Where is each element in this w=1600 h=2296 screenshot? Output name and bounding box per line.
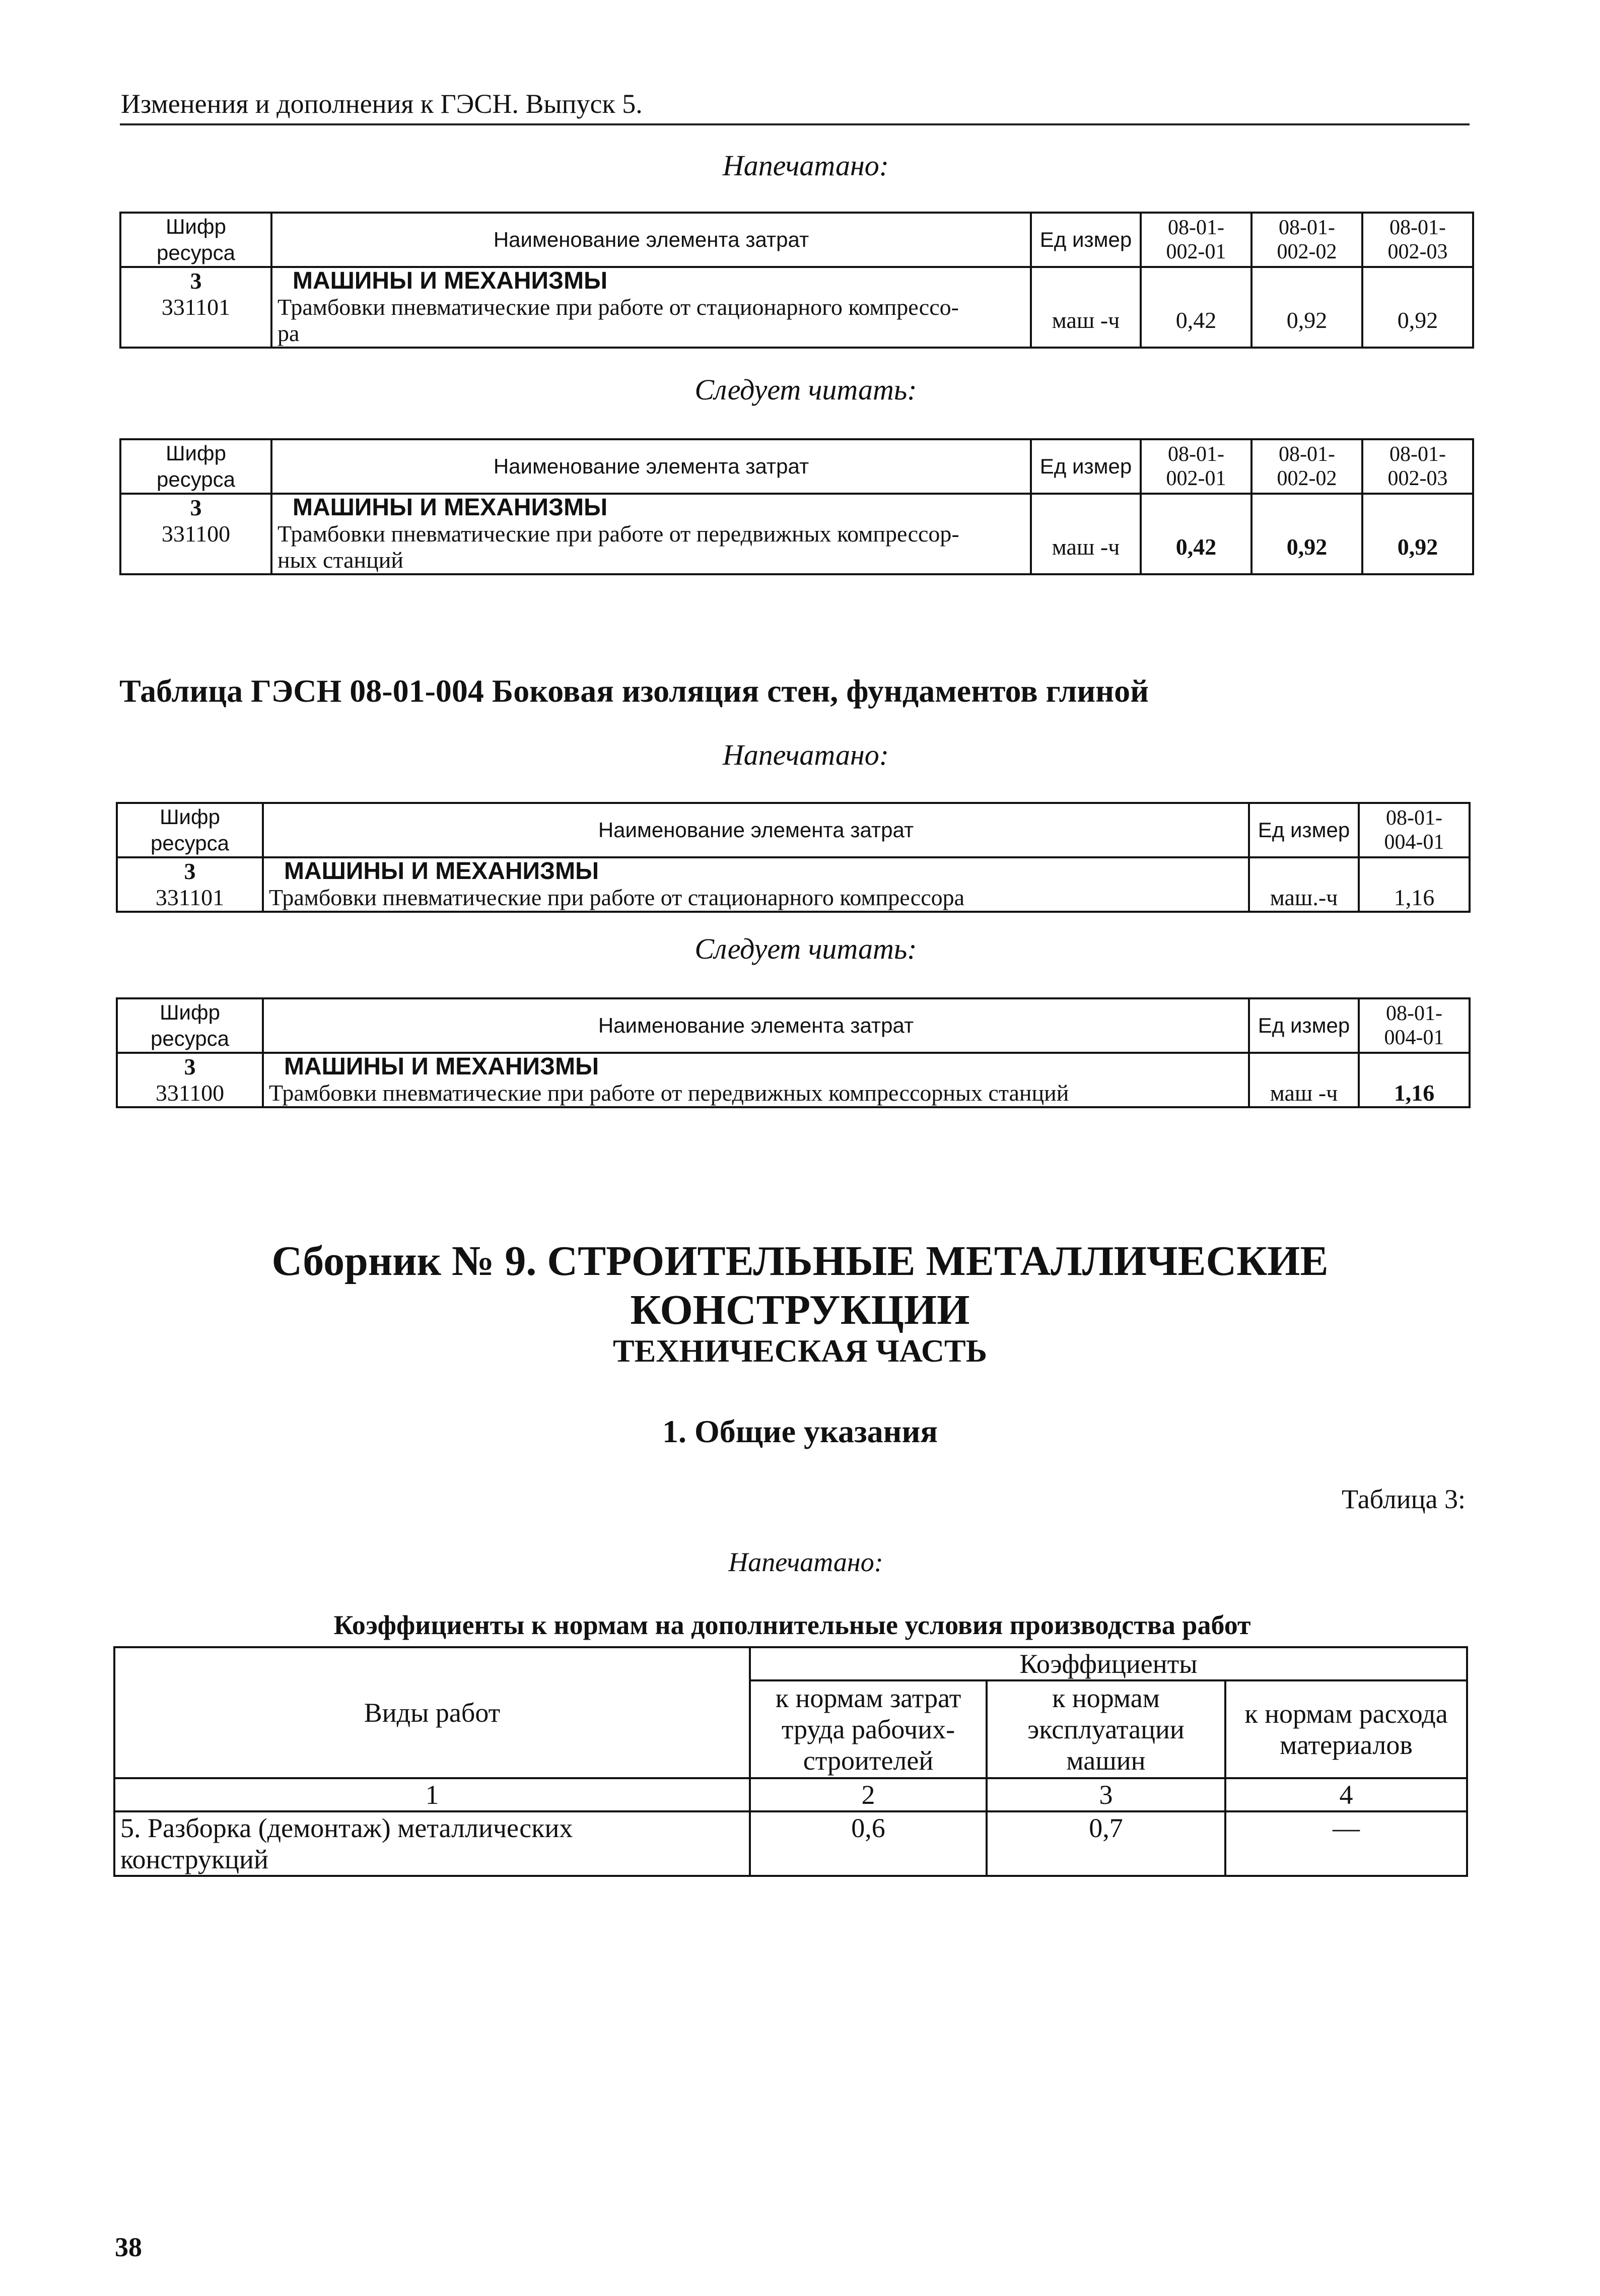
- value-3: 0,92: [1362, 521, 1473, 574]
- col-num-1: 1: [114, 1778, 750, 1811]
- col-code: Шифр ресурса: [120, 213, 271, 267]
- value-1: 0,42: [1141, 521, 1251, 574]
- col-code: Шифр ресурса: [117, 803, 263, 857]
- materials-coef: —: [1225, 1811, 1467, 1876]
- col-code: Шифр ресурса: [120, 439, 271, 494]
- value-1: 0,42: [1141, 294, 1251, 348]
- col-num-3: 3: [987, 1778, 1225, 1811]
- col-name: Наименование элемента затрат: [263, 803, 1249, 857]
- coefficients-table-title: Коэффициенты к нормам на дополнительные условия производства работ: [333, 1610, 1251, 1640]
- col-coefficients: Коэффициенты: [750, 1647, 1467, 1680]
- resource-unit: маш -ч: [1249, 1080, 1359, 1107]
- header-divider: [120, 123, 1470, 125]
- col-norm-1: 08-01- 004-01: [1359, 803, 1470, 857]
- col-materials-coef: к нормам расхода материалов: [1225, 1680, 1467, 1778]
- col-norm-1: 08-01- 004-01: [1359, 998, 1470, 1053]
- running-header: Изменения и дополнения к ГЭСН. Выпуск 5.: [121, 89, 643, 119]
- group-code: 3: [120, 267, 271, 294]
- resource-code: 331101: [117, 885, 263, 912]
- printed-label-2: Напечатано:: [722, 738, 889, 771]
- table-08-01-004-corrected: [116, 997, 1471, 1108]
- col-code: Шифр ресурса: [117, 998, 263, 1053]
- resource-code: 331100: [117, 1080, 263, 1107]
- group-name: МАШИНЫ И МЕХАНИЗМЫ: [263, 857, 1249, 885]
- group-name: МАШИНЫ И МЕХАНИЗМЫ: [271, 267, 1031, 294]
- value-2: 0,92: [1251, 521, 1362, 574]
- col-unit: Ед измер: [1249, 998, 1359, 1053]
- table-reference: Таблица 3:: [1342, 1484, 1466, 1514]
- col-unit: Ед измер: [1249, 803, 1359, 857]
- work-type: 5. Разборка (демонтаж) металлических конструкций: [114, 1811, 750, 1876]
- col-name: Наименование элемента затрат: [271, 439, 1031, 494]
- resource-unit: маш.-ч: [1249, 885, 1359, 912]
- col-num-2: 2: [750, 1778, 987, 1811]
- group-code: 3: [117, 857, 263, 885]
- printed-label-3: Напечатано:: [728, 1547, 883, 1577]
- resource-code: 331101: [120, 294, 271, 348]
- coefficients-table: [113, 1646, 1468, 1877]
- resource-name: Трамбовки пневматические при работе от передвижных компрессорных станций: [263, 1080, 1249, 1107]
- value-1: 1,16: [1359, 885, 1470, 912]
- value-1: 1,16: [1359, 1080, 1470, 1107]
- section-table-title: Таблица ГЭСН 08-01-004 Боковая изоляция стен, фундаментов глиной: [119, 673, 1149, 709]
- value-2: 0,92: [1251, 294, 1362, 348]
- col-machines-coef: к нормам эксплуатации машин: [987, 1680, 1225, 1778]
- machines-coef: 0,7: [987, 1811, 1225, 1876]
- group-code: 3: [120, 494, 271, 521]
- collection-title: Сборник № 9. СТРОИТЕЛЬНЫЕ МЕТАЛЛИЧЕСКИЕ КОНСТРУКЦИИ: [271, 1238, 1329, 1333]
- table-08-01-004-printed: [116, 802, 1471, 913]
- technical-part-heading: ТЕХНИЧЕСКАЯ ЧАСТЬ: [612, 1333, 988, 1369]
- value-3: 0,92: [1362, 294, 1473, 348]
- col-unit: Ед измер: [1031, 213, 1141, 267]
- group-code: 3: [117, 1053, 263, 1080]
- resource-unit: маш -ч: [1031, 521, 1141, 574]
- table-08-01-002-corrected: [119, 438, 1474, 575]
- resource-name: Трамбовки пневматические при работе от стационарного компрессора: [263, 885, 1249, 912]
- col-labor-coef: к нормам затрат труда рабочих- строителей: [750, 1680, 987, 1778]
- table-08-01-002-printed: [119, 212, 1474, 349]
- col-norm-2: 08-01- 002-02: [1251, 213, 1362, 267]
- printed-label-1: Напечатано:: [722, 149, 889, 182]
- subsection-heading: 1. Общие указания: [662, 1413, 938, 1449]
- col-norm-1: 08-01- 002-01: [1141, 213, 1251, 267]
- page-number: 38: [115, 2232, 142, 2262]
- col-norm-3: 08-01- 002-03: [1362, 213, 1473, 267]
- col-num-4: 4: [1225, 1778, 1467, 1811]
- resource-unit: маш -ч: [1031, 294, 1141, 348]
- resource-name: Трамбовки пневматические при работе от стационарного компрессо- ра: [271, 294, 1031, 348]
- resource-name: Трамбовки пневматические при работе от передвижных компрессор- ных станций: [271, 521, 1031, 574]
- col-norm-2: 08-01- 002-02: [1251, 439, 1362, 494]
- labor-coef: 0,6: [750, 1811, 987, 1876]
- should-read-label-1: Следует читать:: [694, 373, 917, 406]
- col-name: Наименование элемента затрат: [263, 998, 1249, 1053]
- group-name: МАШИНЫ И МЕХАНИЗМЫ: [263, 1053, 1249, 1080]
- group-name: МАШИНЫ И МЕХАНИЗМЫ: [271, 494, 1031, 521]
- col-unit: Ед измер: [1031, 439, 1141, 494]
- should-read-label-2: Следует читать:: [694, 932, 917, 965]
- resource-code: 331100: [120, 521, 271, 574]
- col-norm-1: 08-01- 002-01: [1141, 439, 1251, 494]
- col-norm-3: 08-01- 002-03: [1362, 439, 1473, 494]
- col-works: Виды работ: [114, 1647, 750, 1778]
- col-name: Наименование элемента затрат: [271, 213, 1031, 267]
